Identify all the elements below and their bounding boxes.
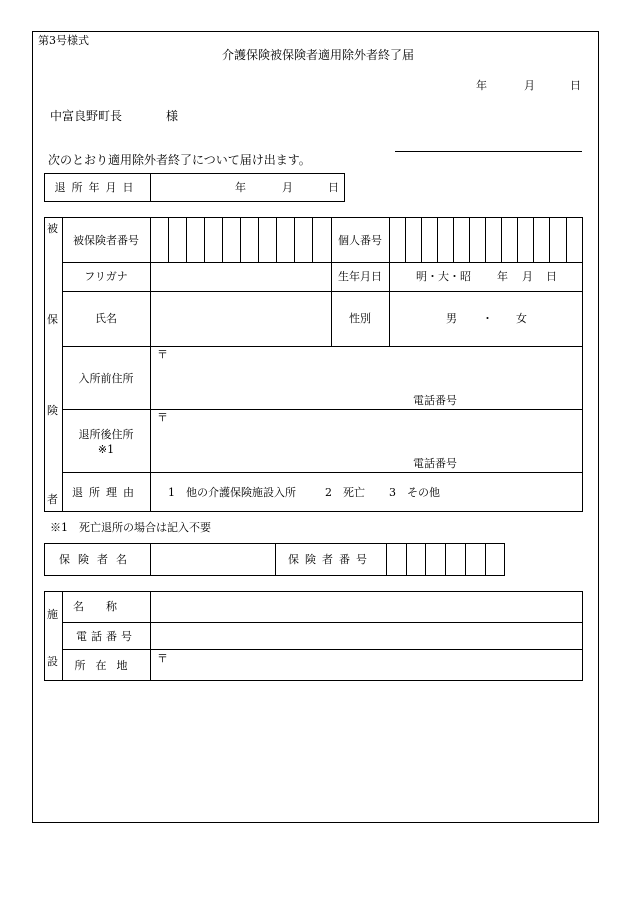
insured-side-2: 保 xyxy=(47,313,58,326)
birth-era-options[interactable]: 明・大・昭 xyxy=(416,270,471,283)
prev-phone-label: 電話番号 xyxy=(413,394,457,407)
birth-month[interactable]: 月 xyxy=(522,270,533,283)
name-input[interactable] xyxy=(151,292,331,345)
post-postal-mark: 〒 xyxy=(157,411,168,424)
insurer-name-label: 保険者名 xyxy=(59,553,135,566)
facility-name-label: 名称 xyxy=(73,600,139,613)
post-address-note: ※1 xyxy=(97,443,115,456)
discharge-date-label: 退所年月日 xyxy=(54,181,140,194)
applicant-signature-line[interactable] xyxy=(395,151,582,152)
sex-separator: ・ xyxy=(482,312,493,325)
addressee: 中富良野町長 xyxy=(50,109,123,123)
birth-year[interactable]: 年 xyxy=(497,270,508,283)
reason-option-1[interactable]: 1 他の介護保険施設入所 xyxy=(168,486,296,499)
form-number: 第3号様式 xyxy=(38,34,89,47)
birth-label: 生年月日 xyxy=(338,270,382,283)
sex-male[interactable]: 男 xyxy=(446,312,457,325)
facility-location-input[interactable] xyxy=(151,650,582,680)
prev-address-input[interactable] xyxy=(151,347,582,408)
insured-side-1: 被 xyxy=(47,222,58,235)
post-phone-label: 電話番号 xyxy=(413,457,457,470)
form-title: 介護保険被保険者適用除外者終了届 xyxy=(222,48,415,62)
sex-female[interactable]: 女 xyxy=(516,312,527,325)
insurer-name-input[interactable] xyxy=(151,544,275,575)
discharge-month[interactable]: 月 xyxy=(282,181,293,194)
death-note: ※1 死亡退所の場合は記入不要 xyxy=(50,521,211,534)
personal-number-input[interactable] xyxy=(390,218,582,261)
date-year: 年 xyxy=(476,79,487,92)
insured-number-input[interactable] xyxy=(151,218,331,261)
honorific: 様 xyxy=(166,109,179,123)
facility-postal-mark: 〒 xyxy=(157,652,168,665)
date-month: 月 xyxy=(524,79,535,92)
statement: 次のとおり適用除外者終了について届け出ます。 xyxy=(48,153,311,167)
reason-option-2[interactable]: 2 死亡 xyxy=(325,486,365,499)
furigana-label: フリガナ xyxy=(84,270,128,283)
insurer-number-input[interactable] xyxy=(387,544,504,575)
birth-day[interactable]: 日 xyxy=(546,270,557,283)
date-day: 日 xyxy=(570,79,581,92)
facility-name-input[interactable] xyxy=(151,592,582,621)
prev-address-label: 入所前住所 xyxy=(78,372,134,385)
insurer-number-label: 保険者番号 xyxy=(288,553,373,566)
insured-side-4: 者 xyxy=(47,493,58,506)
facility-phone-label: 電話番号 xyxy=(76,630,136,643)
reason-option-3[interactable]: 3 その他 xyxy=(389,486,440,499)
discharge-day[interactable]: 日 xyxy=(328,181,339,194)
discharge-year[interactable]: 年 xyxy=(235,181,246,194)
reason-label: 退所理由 xyxy=(72,486,140,499)
facility-location-label: 所在地 xyxy=(74,659,138,672)
prev-postal-mark: 〒 xyxy=(157,348,168,361)
facility-side-2: 設 xyxy=(47,655,58,668)
furigana-input[interactable] xyxy=(151,263,331,290)
personal-number-label: 個人番号 xyxy=(338,234,382,247)
post-address-input[interactable] xyxy=(151,410,582,471)
facility-phone-input[interactable] xyxy=(151,623,582,648)
facility-side-1: 施 xyxy=(47,608,58,621)
insured-number-label: 被保険者番号 xyxy=(73,234,139,247)
name-label: 氏名 xyxy=(95,312,117,325)
sex-label: 性別 xyxy=(349,312,371,325)
post-address-label: 退所後住所 xyxy=(78,428,134,441)
insured-side-3: 険 xyxy=(47,404,58,417)
